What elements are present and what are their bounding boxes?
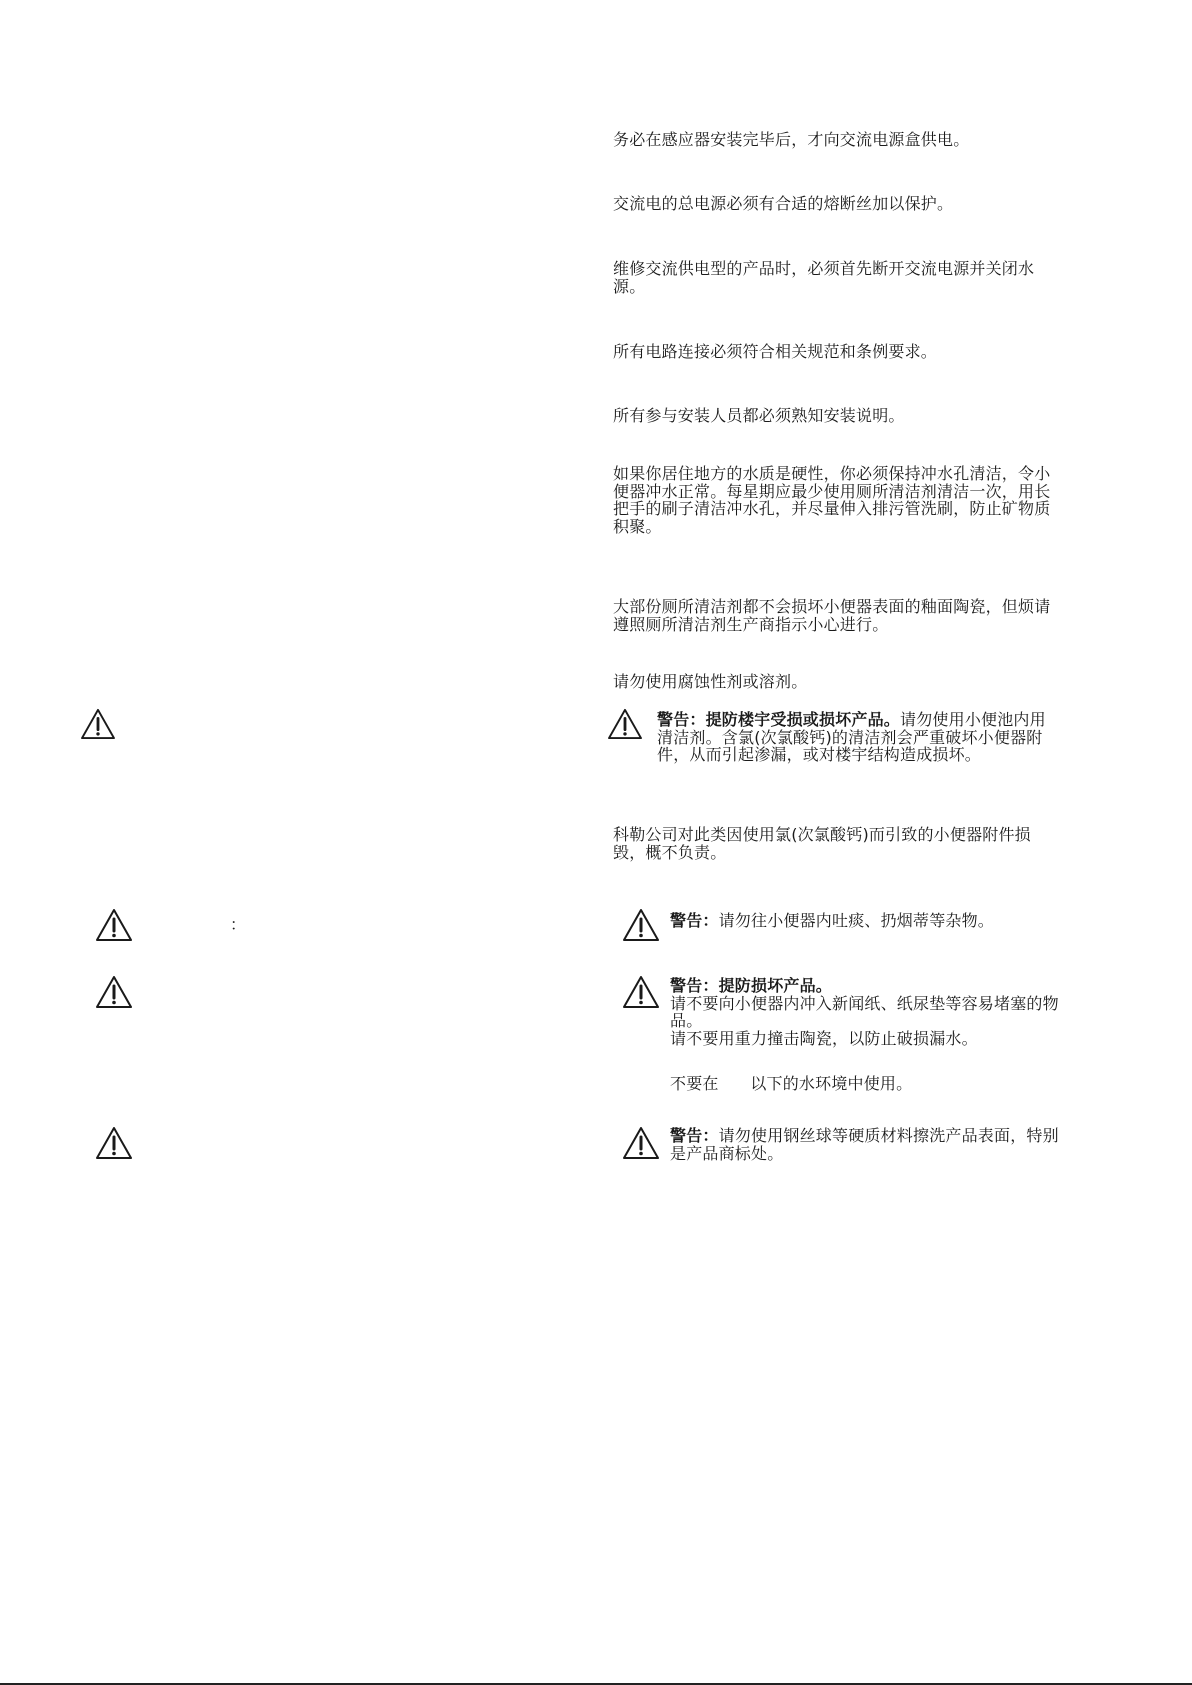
- warning-no-debris: 警告：请勿往小便器内吐痰、扔烟蒂等杂物。: [670, 911, 995, 930]
- cleaner-note: 大部份厕所清洁剂都不会损坏小便器表面的釉面陶瓷，但烦请 遵照厕所清洁剂生产商指示小心进行。: [613, 597, 1051, 634]
- warning-no-steel-wool: 警告：请勿使用钢丝球等硬质材料擦洗产品表面，特别 是产品商标处。: [670, 1126, 1059, 1163]
- corrosive-note: 请勿使用腐蚀性剂或溶剂。: [613, 672, 808, 691]
- warning-icon: [622, 1126, 660, 1160]
- liability-note: 科勒公司对此类因使用氯(次氯酸钙)而引致的小便器附件损 毁，概不负责。: [613, 825, 1031, 862]
- wiring-code-note: 所有电路连接必须符合相关规范和条例要求。: [613, 342, 938, 361]
- warning-chlorine-cleaner: 警告：提防楼宇受损或损坏产品。请勿使用小便池内用 清洁剂。含氯(次氯酸钙)的清洁剂会严重破坏小便器附 件，从而引起渗漏，或对楼宇结构造成损坏。: [657, 710, 1046, 764]
- warning-icon: [622, 975, 660, 1009]
- power-supply-note: 务必在感应器安装完毕后，才向交流电源盒供电。: [613, 130, 970, 149]
- warning-icon: [95, 908, 133, 942]
- warning-icon: [95, 975, 133, 1009]
- warning-icon: [622, 908, 660, 942]
- warning-icon: [95, 1126, 133, 1160]
- installer-note: 所有参与安装人员都必须熟知安装说明。: [613, 406, 905, 425]
- hard-water-note: 如果你居住地方的水质是硬性，你必须保持冲水孔清洁，令小 便器冲水正常。每星期应最少使用厕所清洁剂清洁一次，用长 把手的刷子清洁冲水孔，并尽量伸入排污管洗刷，防止矿物质 积聚。: [613, 464, 1051, 536]
- fuse-note: 交流电的总电源必须有合适的熔断丝加以保护。: [613, 194, 954, 213]
- left-colon-fragment: ：: [230, 915, 247, 934]
- warning-icon: [607, 708, 643, 740]
- warning-product-damage: 警告：提防损坏产品。 请不要向小便器内冲入新闻纸、纸尿垫等容易堵塞的物 品。 请不要用重力撞击陶瓷，以防止破损漏水。 不要在 以下的水环境中使用。: [670, 976, 1059, 1093]
- maintenance-note: 维修交流供电型的产品时，必须首先断开交流电源并关闭水 源。: [613, 259, 1035, 296]
- warning-icon: [80, 708, 116, 740]
